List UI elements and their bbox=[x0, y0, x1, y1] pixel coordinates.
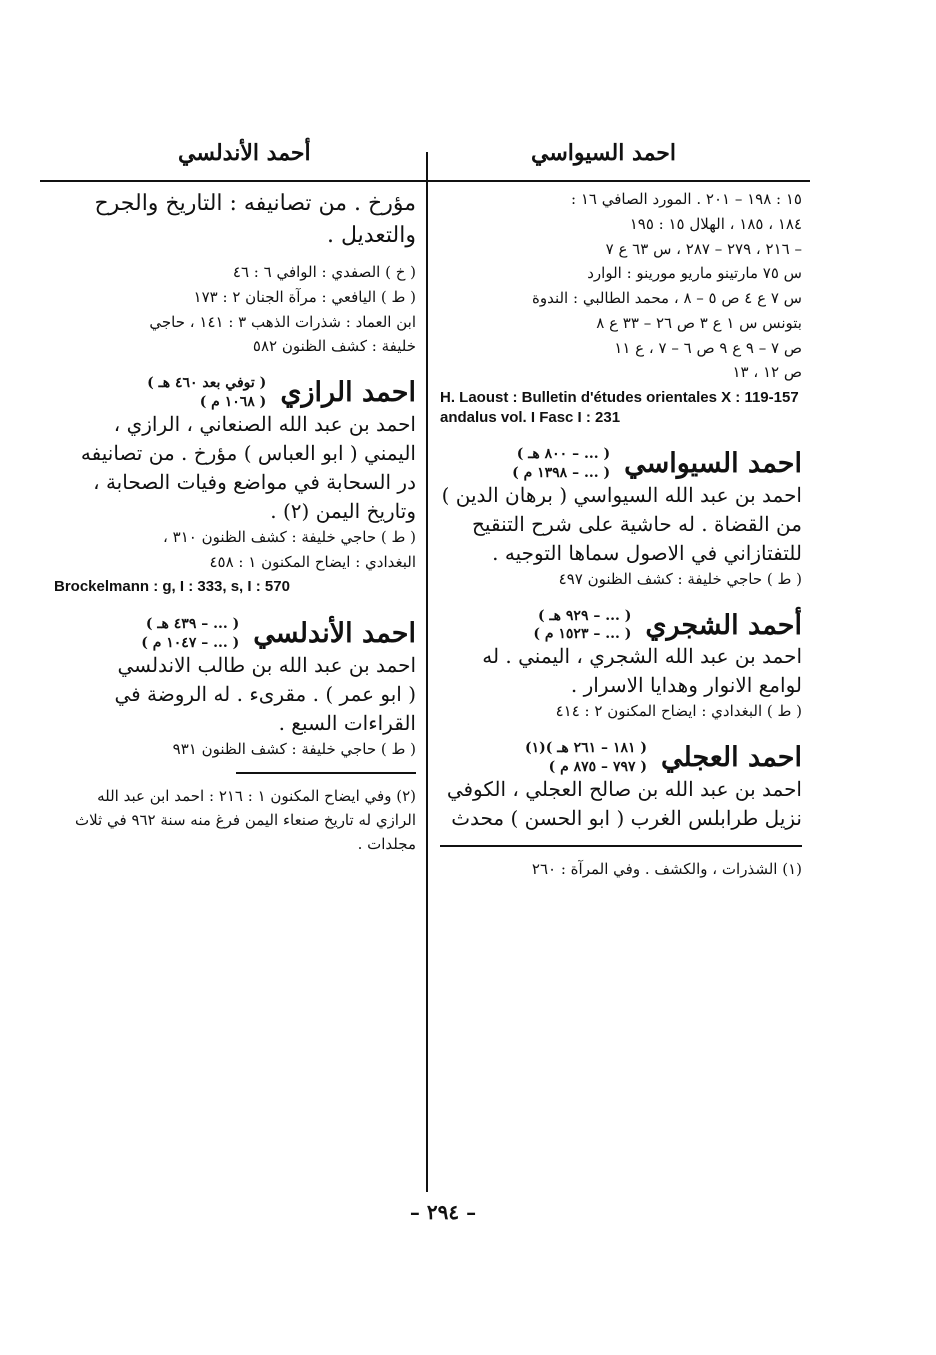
entry-heading bbox=[54, 374, 416, 412]
text-line: س ٧٥ مارتينو ماريو مورينو : الوارد bbox=[587, 264, 802, 283]
date-gregorian: ( ... – ١٥٢٣ م ) bbox=[533, 626, 632, 643]
date-gregorian: ( ... – ١٣٩٨ م ) bbox=[512, 464, 611, 481]
text-line: اليمني ( ابو العباس ) مؤرخ . من تصانيفه bbox=[80, 440, 416, 465]
text-line: ١٨٤ ، ١٨٥ ، الهلال ١٥ : ١٩٥ bbox=[629, 214, 802, 233]
date-hijri: ( ... – ٨٠٠ هـ ) bbox=[516, 446, 611, 462]
date-gregorian: ( ١٠٦٨ م ) bbox=[199, 393, 267, 410]
running-header-right: احمد السيواسي bbox=[531, 140, 676, 166]
entry-name: احمد الأندلسي bbox=[253, 618, 416, 650]
date-gregorian: ( ... – ١٠٤٧ م ) bbox=[141, 634, 240, 651]
text-line: احمد بن عبد الله الشجري ، اليمني . له bbox=[482, 644, 802, 669]
source-reference: ابن العماد : شذرات الذهب ٣ : ١٤١ ، حاجي bbox=[149, 312, 416, 331]
date-hijri: ( توفي بعد ٤٦٠ هـ ) bbox=[147, 375, 267, 391]
text-line: والتعديل . bbox=[326, 222, 416, 248]
text-line: نزيل طرابلس الغرب ( ابو الحسن ) محدث bbox=[451, 805, 802, 830]
header-rule bbox=[40, 180, 810, 182]
text-line: بتونس س ١ ع ٣ ص ٢٦ – ٣٣ ع ٨ bbox=[596, 313, 802, 332]
text-line: للتفتازاني في الاصول سماها التوجيه . bbox=[492, 540, 802, 565]
column-divider bbox=[426, 152, 428, 1192]
text-line: وتاريخ اليمن (٢) . bbox=[270, 498, 416, 523]
entry-dates bbox=[512, 445, 610, 483]
footnote: (١) الشذرات ، والكشف . وفي المرآة : ٢٦٠ bbox=[531, 859, 802, 878]
entry-name: احمد الرازي bbox=[280, 377, 416, 409]
date-gregorian: ( ٧٩٧ – ٨٧٥ م ) bbox=[548, 758, 647, 775]
entry-dates bbox=[533, 607, 631, 645]
date-hijri: ( ... – ٤٣٩ هـ ) bbox=[145, 615, 240, 632]
source-reference: ( ط ) البغدادي : ايضاح المكنون ٢ : ٤١٤ bbox=[555, 702, 802, 721]
source-reference: ( خ ) الصفدي : الوافي ٦ : ٤٦ bbox=[232, 263, 416, 281]
text-line: لوامع الانوار وهدايا الاسرار . bbox=[570, 673, 802, 698]
text-line: ص ١٢ ، ١٣ bbox=[732, 363, 802, 382]
text-line: احمد بن عبد الله الصنعاني ، الرازي ، bbox=[113, 411, 416, 436]
text-line: من القضاة . له حاشية على شرح التنقيح bbox=[472, 511, 802, 536]
footnote-rule bbox=[440, 845, 802, 847]
entry-name: احمد السيواسي bbox=[624, 448, 802, 480]
text-line: احمد بن عبد الله السيواسي ( برهان الدين ) bbox=[441, 482, 802, 507]
entry-heading bbox=[54, 615, 416, 653]
entry-dates bbox=[147, 374, 266, 412]
text-line: در السحابة في مواضع وفيات الصحابة ، bbox=[93, 469, 416, 494]
text-line: – ٢١٦ ، ٢٧٩ – ٢٨٧ ، س ٦٣ ع ٧ bbox=[605, 239, 802, 258]
latin-reference: Brockelmann : g, I : 333, s, I : 570 bbox=[54, 578, 290, 596]
source-reference: ( ط ) حاجي خليفة : كشف الظنون ٤٩٧ bbox=[558, 569, 802, 588]
text-line: احمد بن عبد الله بن صالح العجلي ، الكوفي bbox=[446, 776, 802, 801]
entry-heading bbox=[440, 607, 802, 645]
text-line: ص ٧ – ٩ ع ٩ ص ٦ – ٧ ، ع ١١ bbox=[614, 338, 802, 357]
right-column bbox=[440, 190, 802, 881]
date-hijri: ( ... – ٩٢٩ هـ ) bbox=[538, 607, 632, 624]
page-number: – ٢٩٤ – bbox=[409, 1200, 477, 1224]
footnote: (٢) وفي ايضاح المكنون ١ : ٢١٦ : احمد ابن عبد الله الرازي له تاريخ صنعاء اليمن فرغ منه سنة ٩٦٢ في ثلاث مجلدات . bbox=[74, 787, 416, 854]
entry-dates bbox=[141, 615, 239, 653]
text-line: مؤرخ . من تصانيفه : التاريخ والجرح bbox=[94, 191, 416, 216]
date-hijri: ( ١٨١ – ٢٦١ هـ )(١) bbox=[524, 740, 647, 757]
footnote-rule bbox=[236, 772, 416, 774]
source-reference: ( ط ) اليافعي : مرآة الجنان ٢ : ١٧٣ bbox=[193, 287, 416, 306]
latin-reference: H. Laoust : Bulletin d'études orientales X : 119-157 andalus vol. I Fasc I : 231 bbox=[440, 389, 799, 426]
entry-dates bbox=[525, 739, 647, 777]
running-header-left: أحمد الأندلسي bbox=[178, 140, 311, 166]
entry-heading bbox=[440, 739, 802, 777]
text-line: احمد بن عبد الله بن طالب الاندلسي bbox=[117, 652, 416, 677]
text-line: القراءات السبع . bbox=[278, 710, 416, 735]
text-line: ( ابو عمر ) . مقرىء . له الروضة في bbox=[114, 681, 416, 706]
text-line: س ٧ ع ٤ ص ٥ – ٨ ، محمد الطالبي : الندوة bbox=[531, 289, 802, 307]
entry-heading bbox=[440, 445, 802, 483]
source-reference: ( ط ) حاجي خليفة : كشف الظنون ٣١٠ ، bbox=[163, 527, 416, 546]
text-line: ١٥ : ١٩٨ – ٢٠١ . المورد الصافي ١٦ : bbox=[571, 190, 802, 208]
left-column bbox=[54, 190, 416, 856]
entry-name: احمد العجلي bbox=[661, 742, 802, 774]
source-reference: البغدادي : ايضاح المكنون ١ : ٤٥٨ bbox=[209, 552, 416, 571]
source-reference: ( ط ) حاجي خليفة : كشف الظنون ٩٣١ bbox=[172, 739, 416, 758]
entry-name: أحمد الشجري bbox=[645, 609, 802, 641]
source-reference: خليفة : كشف الظنون ٥٨٢ bbox=[252, 337, 416, 356]
